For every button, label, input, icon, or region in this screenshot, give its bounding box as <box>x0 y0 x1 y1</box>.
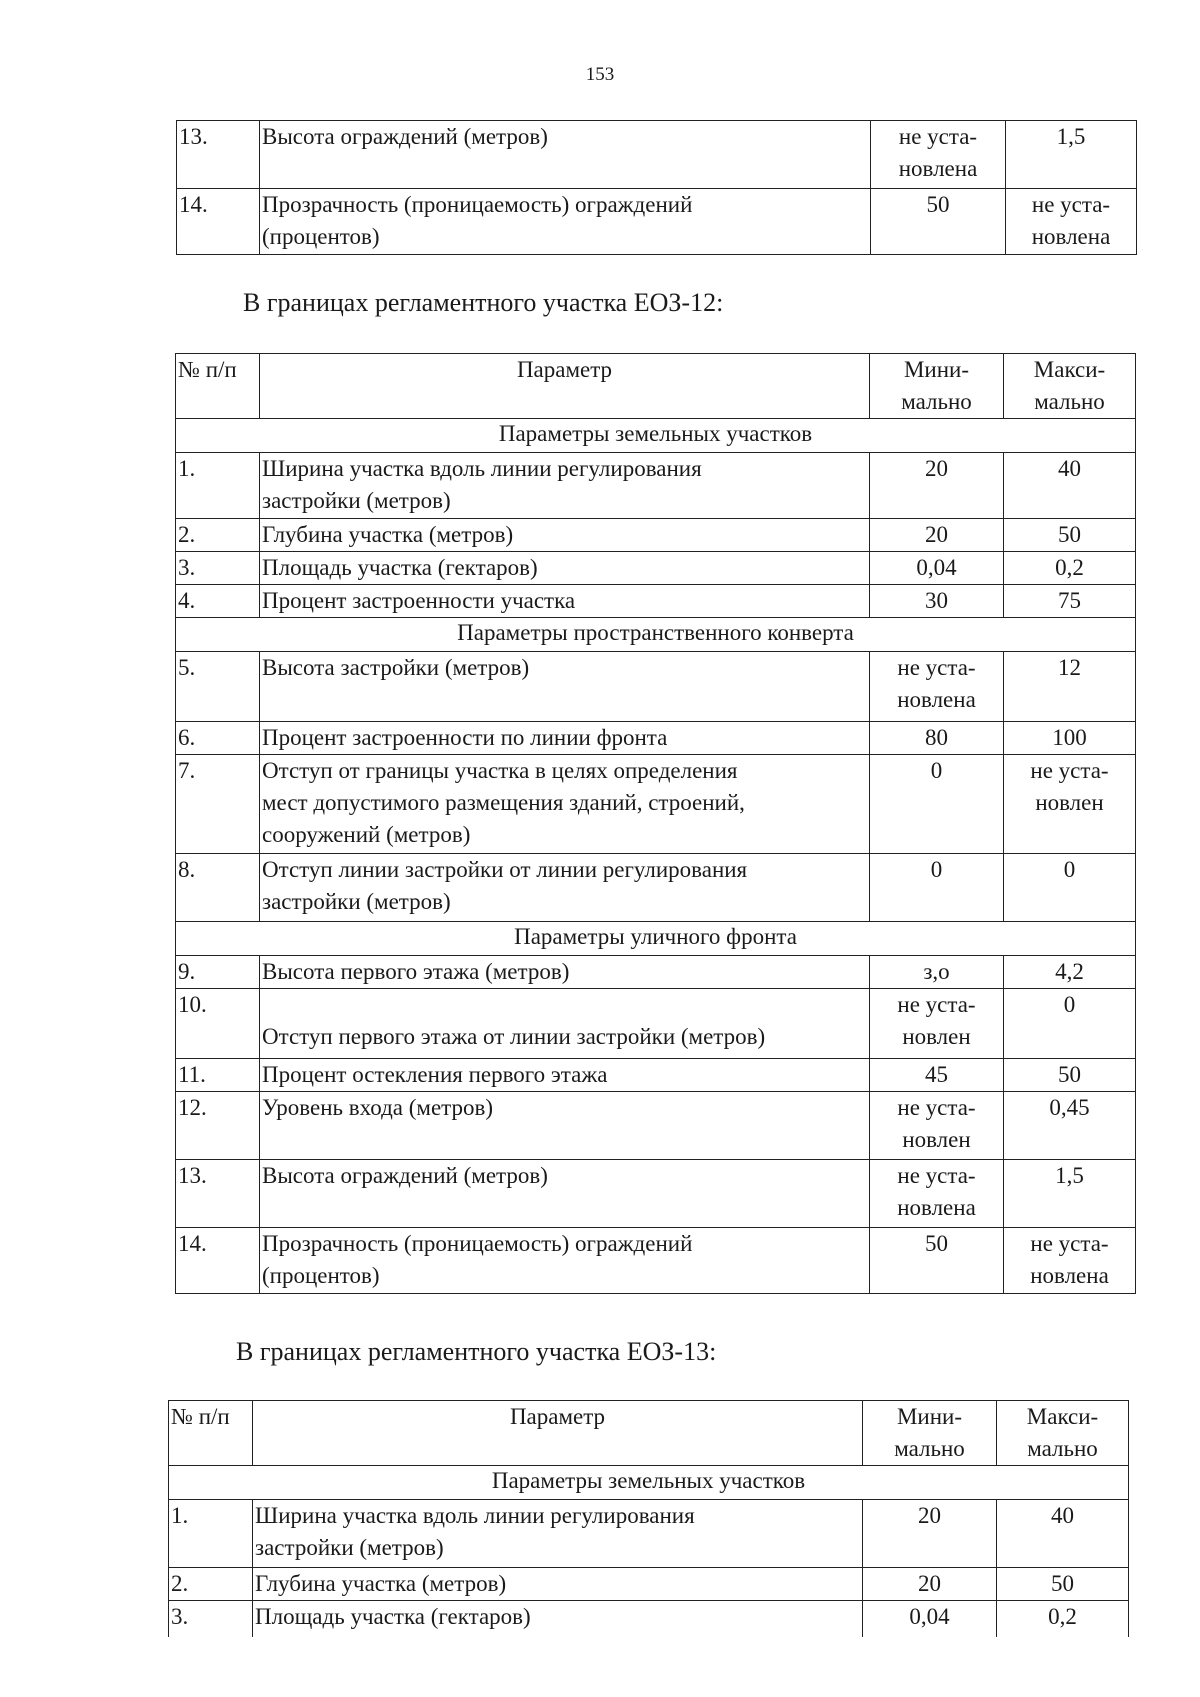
row-max-value: не уста- новлена <box>1004 1228 1136 1294</box>
row-parameter: Отступ линии застройки от линии регулирования застройки (метров) <box>260 854 870 922</box>
table-top-rows <box>177 121 1137 255</box>
row-parameter: Глубина участка (метров) <box>260 519 870 552</box>
row-max-value: 0,45 <box>1004 1092 1136 1160</box>
row-number: 3. <box>176 552 260 585</box>
header-max: Макси- мально <box>1004 354 1136 419</box>
row-parameter: Прозрачность (проницаемость) ограждений (процентов) <box>260 1228 870 1294</box>
row-parameter: Площадь участка (гектаров) <box>260 552 870 585</box>
row-number: 3. <box>169 1601 253 1637</box>
table-row <box>177 121 1137 189</box>
header-param: Параметр <box>253 1401 863 1466</box>
row-max-value: 75 <box>1004 585 1136 618</box>
row-min-value: з,о <box>870 956 1004 989</box>
group-row <box>176 419 1136 453</box>
table-row <box>176 552 1136 585</box>
row-parameter: Высота первого этажа (метров) <box>260 956 870 989</box>
table-eoz11-continued <box>176 120 1137 255</box>
header-min: Мини- мально <box>870 354 1004 419</box>
table-row <box>176 652 1136 722</box>
row-parameter: Ширина участка вдоль линии регулирования застройки (метров) <box>260 453 870 519</box>
row-number: 8. <box>176 854 260 922</box>
group-row <box>176 618 1136 652</box>
row-min-value: 45 <box>870 1059 1004 1092</box>
row-parameter: Процент застроенности по линии фронта <box>260 722 870 755</box>
table-row <box>176 854 1136 922</box>
eoz12-envelope-rows <box>176 652 1136 922</box>
row-max-value: 12 <box>1004 652 1136 722</box>
eoz13-land-rows <box>169 1500 1129 1637</box>
row-number: 5. <box>176 652 260 722</box>
table-row <box>169 1500 1129 1568</box>
row-number: 2. <box>176 519 260 552</box>
row-max-value: 0,2 <box>1004 552 1136 585</box>
row-parameter: Уровень входа (метров) <box>260 1092 870 1160</box>
row-min-value: 20 <box>863 1500 997 1568</box>
row-min-value: 0 <box>870 854 1004 922</box>
table-row <box>177 189 1137 255</box>
row-max-value: 0,2 <box>997 1601 1129 1637</box>
row-max-value: 50 <box>1004 1059 1136 1092</box>
row-max-value: 1,5 <box>1004 1160 1136 1228</box>
group-title-envelope: Параметры пространственного конверта <box>176 618 1136 652</box>
row-number: 14. <box>176 1228 260 1294</box>
row-parameter: Высота ограждений (метров) <box>260 121 871 189</box>
table-row <box>176 585 1136 618</box>
row-number: 12. <box>176 1092 260 1160</box>
table-row <box>176 1160 1136 1228</box>
row-parameter: Отступ от границы участка в целях определения мест допустимого размещения зданий, строений, сооружений (метров) <box>260 755 870 854</box>
table-header-row <box>176 354 1136 419</box>
table-row <box>176 1228 1136 1294</box>
row-number: 2. <box>169 1568 253 1601</box>
header-param: Параметр <box>260 354 870 419</box>
group-row <box>169 1466 1129 1500</box>
group-title-land: Параметры земельных участков <box>176 419 1136 453</box>
header-min: Мини- мально <box>863 1401 997 1466</box>
section-heading-eoz13: В границах регламентного участка ЕОЗ-13: <box>236 1337 717 1366</box>
row-number: 11. <box>176 1059 260 1092</box>
row-max-value: не уста- новлена <box>1006 189 1137 255</box>
row-parameter: Отступ первого этажа от линии застройки (метров) <box>260 989 870 1059</box>
row-max-value: 100 <box>1004 722 1136 755</box>
row-parameter: Ширина участка вдоль линии регулирования застройки (метров) <box>253 1500 863 1568</box>
table-row <box>169 1601 1129 1637</box>
row-parameter: Прозрачность (проницаемость) ограждений (процентов) <box>260 189 871 255</box>
eoz12-street-rows <box>176 956 1136 1294</box>
row-min-value: 20 <box>863 1568 997 1601</box>
row-min-value: 0,04 <box>870 552 1004 585</box>
row-min-value: 80 <box>870 722 1004 755</box>
table-eoz13 <box>168 1400 1129 1637</box>
table-row <box>176 755 1136 854</box>
table-row <box>169 1568 1129 1601</box>
row-number: 9. <box>176 956 260 989</box>
row-number: 10. <box>176 989 260 1059</box>
row-min-value: 20 <box>870 453 1004 519</box>
row-parameter: Глубина участка (метров) <box>253 1568 863 1601</box>
row-number: 13. <box>177 121 260 189</box>
group-row <box>176 922 1136 956</box>
row-number: 1. <box>169 1500 253 1568</box>
table-row <box>176 519 1136 552</box>
row-min-value: не уста- новлен <box>870 1092 1004 1160</box>
row-max-value: не уста- новлен <box>1004 755 1136 854</box>
row-min-value: 50 <box>870 1228 1004 1294</box>
row-number: 6. <box>176 722 260 755</box>
row-parameter: Процент остекления первого этажа <box>260 1059 870 1092</box>
row-number: 7. <box>176 755 260 854</box>
row-parameter: Процент застроенности участка <box>260 585 870 618</box>
row-max-value: 50 <box>1004 519 1136 552</box>
row-min-value: 20 <box>870 519 1004 552</box>
row-number: 1. <box>176 453 260 519</box>
row-parameter: Высота застройки (метров) <box>260 652 870 722</box>
row-number: 13. <box>176 1160 260 1228</box>
row-max-value: 40 <box>1004 453 1136 519</box>
group-title-land: Параметры земельных участков <box>169 1466 1129 1500</box>
row-min-value: не уста- новлена <box>870 1160 1004 1228</box>
table-row <box>176 989 1136 1059</box>
table-row <box>176 956 1136 989</box>
row-min-value: не уста- новлен <box>870 989 1004 1059</box>
row-max-value: 50 <box>997 1568 1129 1601</box>
row-parameter: Высота ограждений (метров) <box>260 1160 870 1228</box>
header-num: № п/п <box>176 354 260 419</box>
row-min-value: 50 <box>871 189 1006 255</box>
eoz12-land-rows <box>176 453 1136 618</box>
table-row <box>176 722 1136 755</box>
row-max-value: 0 <box>1004 989 1136 1059</box>
table-header-row <box>169 1401 1129 1466</box>
row-number: 4. <box>176 585 260 618</box>
row-number: 14. <box>177 189 260 255</box>
row-max-value: 0 <box>1004 854 1136 922</box>
row-min-value: 0,04 <box>863 1601 997 1637</box>
table-eoz12 <box>175 353 1136 1294</box>
row-max-value: 4,2 <box>1004 956 1136 989</box>
table-row <box>176 1059 1136 1092</box>
table-row <box>176 1092 1136 1160</box>
row-min-value: не уста- новлена <box>871 121 1006 189</box>
section-heading-eoz12: В границах регламентного участка ЕОЗ-12: <box>243 288 724 317</box>
row-max-value: 40 <box>997 1500 1129 1568</box>
row-parameter: Площадь участка (гектаров) <box>253 1601 863 1637</box>
table-row <box>176 453 1136 519</box>
header-max: Макси- мально <box>997 1401 1129 1466</box>
row-max-value: 1,5 <box>1006 121 1137 189</box>
page-number: 153 <box>585 64 615 85</box>
header-num: № п/п <box>169 1401 253 1466</box>
group-title-street: Параметры уличного фронта <box>176 922 1136 956</box>
row-min-value: 0 <box>870 755 1004 854</box>
row-min-value: не уста- новлена <box>870 652 1004 722</box>
row-min-value: 30 <box>870 585 1004 618</box>
